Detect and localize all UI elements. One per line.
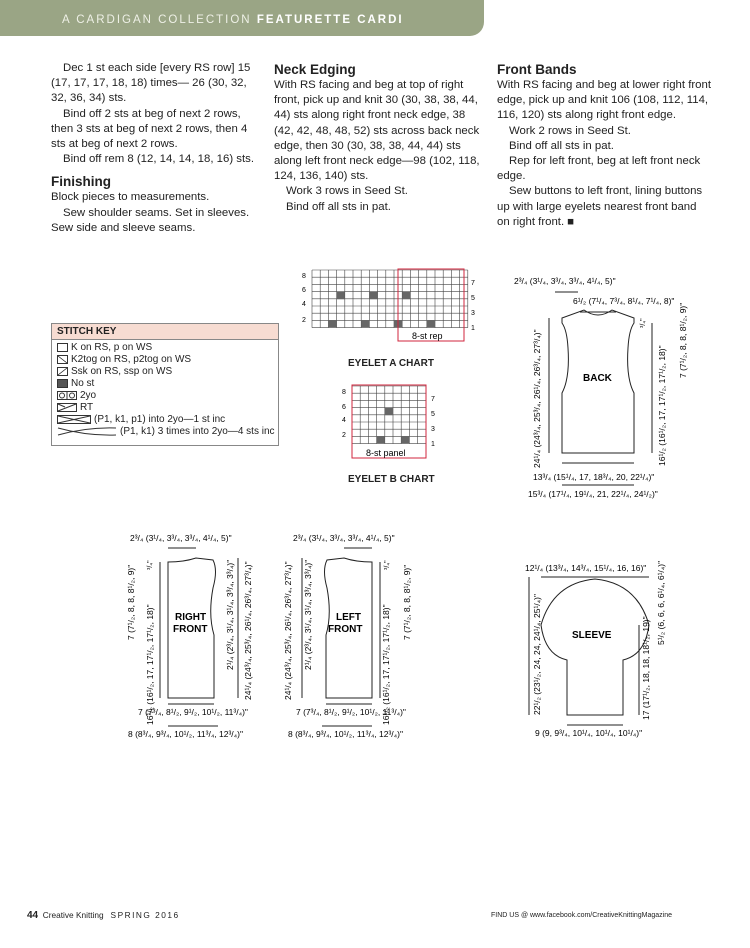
stitch-cell [337,292,345,299]
back-shoulder-measure: 2³/₄ (3¹/₄, 3³/₄, 3³/₄, 4¹/₄, 5)" [514,276,616,286]
key-row-nost [57,378,94,390]
rf-armhole-measure: 7 (7¹/₂, 8, 8, 8¹/₂, 9)" [126,564,136,640]
sleeve-schematic [515,555,675,745]
header-series: A CARDIGAN COLLECTION [62,14,252,26]
key-label: (P1, k1, p1) into 2yo—1 st inc [94,414,226,425]
sleeve-top-measure: 12¹/₄ (13³/₄, 14³/₄, 15¹/₄, 16, 16)" [525,563,647,573]
bands-para-4: Rep for left front, beg at left front neck edge. [497,155,701,183]
footer-find-us: FIND US @ www.facebook.com/CreativeKnittingMagazine [491,912,673,919]
neck-para-2: Work 3 rows in Seed St. [286,185,408,198]
key-label: (P1, k1) 3 times into 2yo—4 sts inc [120,426,275,437]
key-label: Ssk on RS, ssp on WS [71,366,173,377]
key-label: 2yo [80,390,97,401]
row-label: 5 [431,411,435,418]
eyelet-b-chart [340,384,440,464]
key-label: No st [71,378,95,389]
inc1-swatch-icon [57,415,91,424]
no-stitch-swatch-icon [57,379,68,388]
page-number: 44 [27,910,39,921]
stitch-cell [385,408,393,415]
row-label: 3 [431,426,435,433]
column-2 [274,61,484,215]
left-front-schematic [276,530,436,745]
eyelet-b-title: EYELET B CHART [348,474,435,485]
key-row-ssk [57,366,172,378]
back-length-measure: 24¹/₄ (24³/₄, 25³/₄, 26¹/₄, 26³/₄, 27³/₄)" [532,329,542,468]
sleeve-label: SLEEVE [572,630,612,641]
lf-neckdepth-measure: ³/₄" [384,560,391,570]
key-row-2yo [57,390,96,402]
rf-waist-measure: 7 (7³/₄, 8¹/₂, 9¹/₂, 10¹/₂, 11³/₄)" [138,707,248,717]
magazine-name: Creative Knitting [42,910,104,920]
key-row-knit [57,342,152,354]
row-label: 6 [302,287,306,294]
rep-label: 8-st rep [412,331,443,341]
row-label: 3 [471,310,475,317]
footer-left [27,910,180,921]
right-front-schematic [118,530,278,745]
sleeve-cuff-measure: 9 (9, 9³/₄, 10¹/₄, 10¹/₄, 10¹/₄)" [535,728,643,738]
lf-waist-measure: 7 (7³/₄, 8¹/₂, 9¹/₂, 10¹/₂, 11³/₄)" [296,707,406,717]
back-waist-measure: 13³/₄ (15¹/₄, 17, 18³/₄, 20, 22¹/₄)" [533,472,655,482]
neck-para-1: With RS facing and beg at top of right front, pick up and knit 30 (30, 38, 38, 44, 44) sts along right front neck edge, 38 (42, 42, 48, 48, 52) sts across back neck edge, then 30 (30, 38, 38, 44, 44) sts along left front neck edge—98 (102, 118, 124, 136, 140) sts. [274,79,480,183]
sleeve-underarm-measure: 17 (17¹/₂, 18, 18, 18¹/₂, 19)" [641,616,651,720]
front-bands-heading: Front Bands [497,62,577,77]
rf-neckdepth-measure: ³/₄" [147,560,154,570]
back-hem-measure: 15³/₄ (17¹/₄, 19¹/₄, 21, 22¹/₄, 24¹/₂)" [528,489,658,499]
lf-shoulder-measure: 2³/₄ (3¹/₄, 3³/₄, 3³/₄, 4¹/₄, 5)" [293,533,395,543]
stitch-cell [427,320,435,327]
neck-edging-heading: Neck Edging [274,62,356,77]
row-label: 8 [302,273,306,280]
stitch-key-title: STITCH KEY [52,324,278,340]
back-label: BACK [583,373,612,384]
ssk-swatch-icon [57,367,68,376]
stitch-cell [328,320,336,327]
stitch-cell [377,436,385,443]
lf-side-measure: 16¹/₂ (16¹/₂, 17, 17¹/₂, 17¹/₂, 18)" [381,604,391,725]
row-label: 5 [471,295,475,302]
col1-para-3: Bind off rem 8 (12, 14, 14, 18, 16) sts. [63,153,255,166]
lf-neck-measure: 2¹/₄ (2³/₄, 3¹/₄, 3¹/₄, 3³/₄, 3³/₄)" [303,559,313,670]
stitch-cell [369,292,377,299]
back-neck-measure: 6¹/₂ (7¹/₄, 7³/₄, 8¹/₄, 7¹/₄, 8)" [573,296,675,306]
key-label: K2tog on RS, p2tog on WS [71,354,192,365]
right-front-label-1: RIGHT [175,612,207,623]
finishing-para-1: Block pieces to measurements. [51,191,210,204]
row-label: 4 [342,417,346,424]
key-row-inc4 [57,426,275,438]
key-row-rt [57,402,93,414]
row-label: 6 [342,404,346,411]
sleeve-outline [541,579,649,715]
finishing-heading: Finishing [51,174,111,190]
knit-swatch-icon [57,343,68,352]
rf-shoulder-measure: 2³/₄ (3¹/₄, 3³/₄, 3³/₄, 4¹/₄, 5)" [130,533,232,543]
bands-para-5: Sew buttons to left front, lining buttons up with large eyelets nearest front band on right front. ■ [497,185,703,228]
eyelet-a-chart [300,268,480,348]
eyelet-a-grid [312,270,468,328]
key-label: K on RS, p on WS [71,342,153,353]
lf-length-measure: 24¹/₄ (24³/₄, 25³/₄, 26¹/₄, 26³/₄, 27³/₄)" [283,561,293,700]
column-1 [51,61,256,236]
header-title: FEATURETTE CARDI [256,14,404,26]
rf-hem-measure: 8 (8³/₄, 9³/₄, 10¹/₂, 11³/₄, 12³/₄)" [128,729,243,739]
k2tog-swatch-icon [57,355,68,364]
bands-para-2: Work 2 rows in Seed St. [509,124,631,137]
stitch-cell [402,292,410,299]
rf-side-measure: 16¹/₂ (16¹/₂, 17, 17¹/₂, 17¹/₂, 18)" [145,604,155,725]
stitch-key [51,323,279,446]
row-label: 1 [471,325,475,332]
bands-para-1: With RS facing and beg at lower right front edge, pick up and knit 106 (108, 112, 114, 116, 120) sts along right front edge. [497,79,711,122]
row-label: 4 [302,301,306,308]
left-front-label-1: LEFT [336,612,361,623]
key-row-inc1 [57,414,225,426]
issue-label: SPRING 2016 [110,910,180,920]
2yo-swatch-icon [57,391,77,400]
rt-swatch-icon [57,403,77,412]
row-label: 7 [471,280,475,287]
row-label: 7 [431,396,435,403]
rf-neck-measure: 2¹/₄ (2³/₄, 3¹/₄, 3¹/₄, 3³/₄, 3³/₄)" [225,559,235,670]
stitch-cell [361,320,369,327]
panel-label: 8-st panel [366,448,406,458]
key-label: RT [80,402,94,413]
back-side-measure: 16¹/₂ (16¹/₂, 17, 17¹/₂, 17¹/₂, 18)" [657,345,667,466]
eyelet-a-title: EYELET A CHART [348,358,434,369]
stitch-cell [401,436,409,443]
header-text [62,14,404,26]
left-front-label-2: FRONT [328,624,363,635]
row-label: 2 [342,432,346,439]
eyelet-b-grid [352,386,426,444]
lf-armhole-measure: 7 (7¹/₂, 8, 8, 8¹/₂, 9)" [402,564,412,640]
lf-hem-measure: 8 (8³/₄, 9³/₄, 10¹/₂, 11³/₄, 12³/₄)" [288,729,403,739]
sleeve-cap-measure: 5¹/₂ (6, 6, 6, 6¹/₄, 6¹/₄)" [656,560,666,645]
finishing-para-2: Sew shoulder seams. Set in sleeves. Sew side and sleeve seams. [51,206,250,234]
row-label: 8 [342,389,346,396]
inc4-swatch-icon [57,427,117,436]
sleeve-length-measure: 22¹/₂ (23¹/₂, 24, 24, 24¹/₄, 25¹/₄)" [532,594,542,715]
row-label: 1 [431,441,435,448]
back-armhole-measure: 7 (7¹/₂, 8, 8, 8¹/₂, 9)" [678,302,688,378]
header-banner [0,0,484,36]
bands-para-3: Bind off all sts in pat. [509,139,614,152]
col1-para-1: Dec 1 st each side [every RS row] 15 (17, 17, 17, 18, 18) times— 26 (30, 32, 32, 36, 34) sts. [51,62,251,105]
key-row-k2tog [57,354,191,366]
right-front-label-2: FRONT [173,624,208,635]
row-label: 2 [302,317,306,324]
back-schematic [500,268,750,508]
rf-length-measure: 24¹/₄ (24³/₄, 25³/₄, 26¹/₄, 26³/₄, 27³/₄)" [243,561,253,700]
col1-para-2: Bind off 2 sts at beg of next 2 rows, then 3 sts at beg of next 2 rows, then 4 sts at beg of next 2 rows. [51,107,248,151]
neck-para-3: Bind off all sts in pat. [286,200,391,213]
column-3 [497,61,712,230]
back-neckdepth-measure: ³/₄" [640,318,647,328]
